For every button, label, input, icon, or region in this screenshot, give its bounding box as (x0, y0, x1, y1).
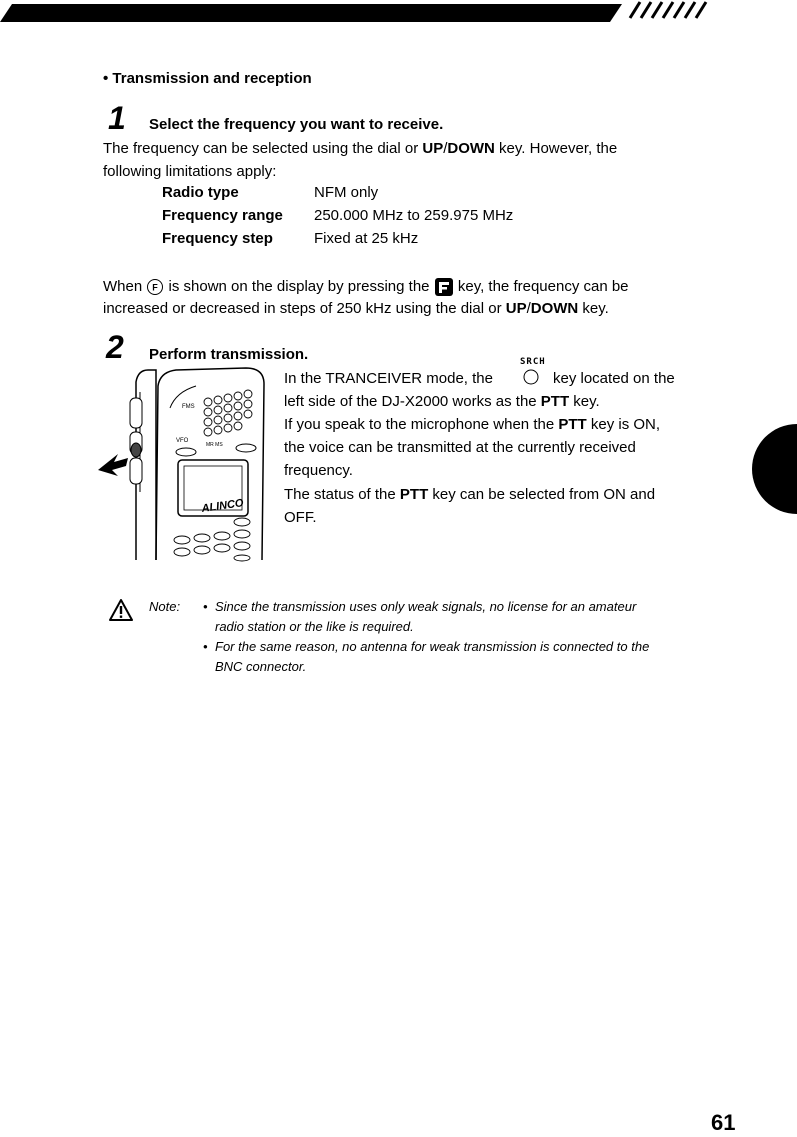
ptt-key: PTT (540, 393, 570, 410)
ptt-key-3: PTT (399, 486, 429, 503)
when-f-line1 (103, 275, 629, 298)
p2-text-b: key is ON, (586, 416, 661, 433)
ptt-side-key (131, 443, 141, 457)
page-number: 61 (711, 1110, 736, 1135)
vfo-label: VFO (176, 438, 189, 444)
intro-text-b: key. However, the (494, 140, 618, 157)
down-key: DOWN (447, 140, 495, 157)
step-2-p3-line1 (284, 483, 655, 506)
step-1-intro (103, 137, 617, 160)
when-text-c: key, the frequency can be (457, 278, 629, 295)
step-2-number: 2 (106, 329, 124, 365)
note-bullet-2: • (203, 639, 208, 654)
note-item-2-line-1: For the same reason, no antenna for weak transmission is connected to the (215, 639, 650, 654)
p2-text-a: If you speak to the microphone when the (284, 416, 559, 433)
mr-ms-label: MR MS (206, 442, 223, 448)
warning-icon (108, 598, 134, 622)
intro-text: The frequency can be selected using the dial or (103, 140, 423, 157)
bottom-keypad (174, 518, 250, 561)
slash-2: / (526, 300, 531, 317)
step-2-heading: Perform transmission. (149, 346, 309, 363)
note-bullet-1: • (203, 599, 208, 614)
f-circle-icon (146, 278, 164, 296)
p1-text-a: In the TRANCEIVER mode, the (284, 370, 493, 387)
step-2-p2-line3: frequency. (284, 462, 353, 479)
slash: / (443, 140, 448, 157)
spec-label-frequency-range: Frequency range (162, 207, 283, 224)
step-2-p1-line1-b: key located on the (553, 370, 675, 387)
fms-label: FMS (182, 404, 195, 410)
up-key-2: UP (505, 300, 527, 317)
side-key-upper (130, 398, 142, 428)
note-item-1-line-2: radio station or the like is required. (215, 619, 414, 634)
top-keypad (204, 390, 252, 436)
step-2-p2-line2: the voice can be transmitted at the currently received (284, 439, 636, 456)
note-label: Note: (149, 599, 181, 614)
note-item-1-line-1: Since the transmission uses only weak signals, no license for an amateur (215, 599, 637, 614)
when-f-line2 (103, 297, 609, 320)
down-key-2: DOWN (530, 300, 579, 317)
srch-label: SRCH (520, 357, 546, 367)
spec-label-frequency-step: Frequency step (162, 230, 273, 247)
brand-logo: ALINCO (200, 497, 245, 515)
spec-value-frequency-step: Fixed at 25 kHz (314, 230, 419, 247)
step-2-p3-line2: OFF. (284, 509, 317, 526)
up-key: UP (422, 140, 444, 157)
p3-text-b: key can be selected from ON and (428, 486, 656, 503)
step-2-p1-line2 (284, 390, 600, 413)
arrow-pointer-icon (98, 454, 128, 476)
step-1-intro-line2: following limitations apply: (103, 163, 277, 180)
when-text-b: is shown on the display by pressing the (168, 278, 434, 295)
f-key-icon (434, 277, 454, 297)
step-1-heading: Select the frequency you want to receive. (149, 116, 444, 133)
ptt-key-2: PTT (558, 416, 587, 433)
note-item-2-line-2: BNC connector. (215, 659, 307, 674)
step-2-p1-line1 (284, 367, 493, 390)
side-tab (752, 424, 797, 514)
step-2-p2-line1 (284, 413, 660, 436)
p1-line2-text-b: key. (569, 393, 600, 410)
side-key-lower (130, 458, 142, 484)
when-line2-text: increased or decreased in steps of 250 kHz using the dial or (103, 300, 506, 317)
f-circle-glyph: F (152, 282, 159, 293)
spec-value-radio-type: NFM only (314, 184, 379, 201)
srch-key-icon (521, 368, 541, 386)
step-1-number: 1 (108, 100, 126, 136)
header-bar (0, 0, 797, 22)
radio-illustration (96, 362, 272, 562)
header-stripes (630, 2, 706, 18)
section-title: • Transmission and reception (103, 70, 312, 87)
p3-text-a: The status of the (284, 486, 400, 503)
spec-value-frequency-range: 250.000 MHz to 259.975 MHz (314, 207, 514, 224)
p1-line2-text: left side of the DJ-X2000 works as the (284, 393, 541, 410)
spec-label-radio-type: Radio type (162, 184, 239, 201)
when-line2-text-b: key. (578, 300, 609, 317)
when-text: When (103, 278, 147, 295)
